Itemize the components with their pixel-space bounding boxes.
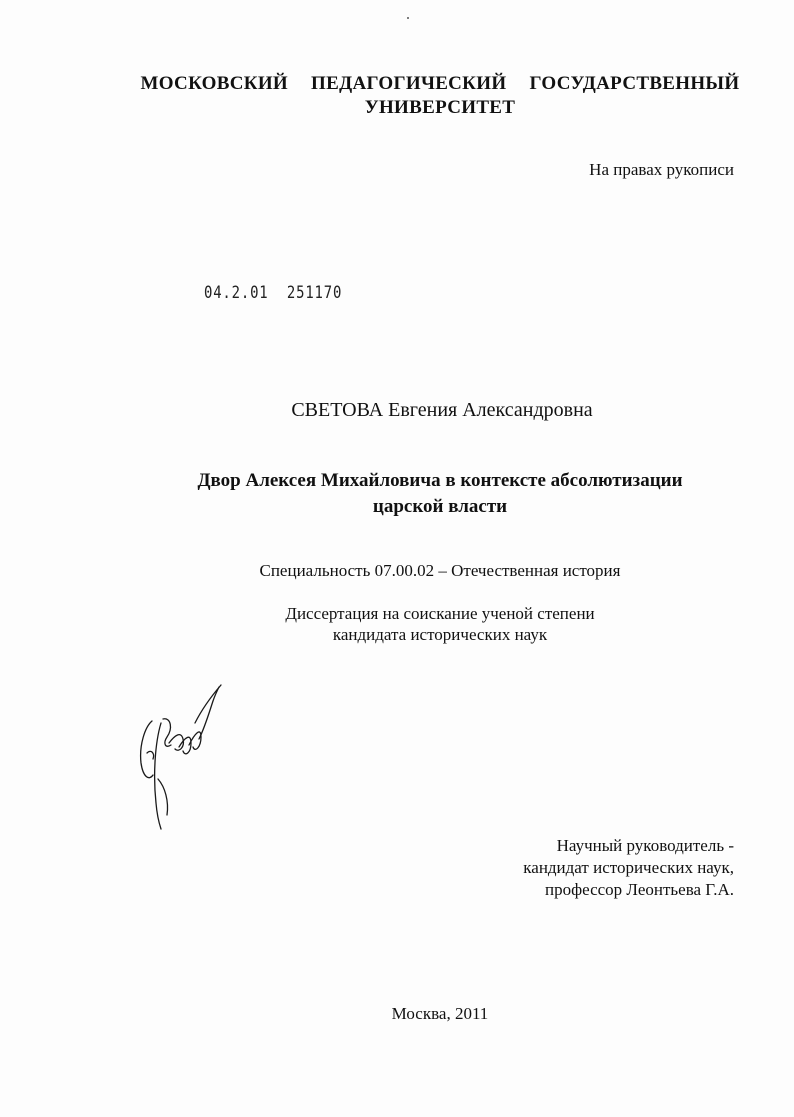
university-name-line-1: МОСКОВСКИЙ ПЕДАГОГИЧЕСКИЙ ГОСУДАРСТВЕННЫЙ bbox=[140, 73, 740, 94]
advisor-line-2: кандидат исторических наук, bbox=[523, 858, 734, 877]
degree-statement bbox=[120, 603, 760, 645]
advisor-line-3: профессор Леонтьева Г.А. bbox=[545, 880, 734, 899]
specialty-line: Специальность 07.00.02 – Отечественная история bbox=[259, 561, 621, 580]
degree-statement-line-1: Диссертация на соискание ученой степени bbox=[285, 604, 595, 623]
dissertation-title bbox=[120, 468, 760, 520]
scan-speck bbox=[407, 17, 409, 19]
city-year: Москва, 2011 bbox=[391, 1004, 489, 1023]
degree-statement-line-2: кандидата исторических наук bbox=[332, 625, 548, 644]
scientific-advisor bbox=[523, 835, 734, 901]
dissertation-title-line-1: Двор Алексея Михайловича в контексте абсолютизации bbox=[197, 470, 683, 491]
rights-note: На правах рукописи bbox=[589, 160, 734, 179]
university-name-line-2: УНИВЕРСИТЕТ bbox=[364, 97, 516, 118]
author-name: СВЕТОВА Евгения Александровна bbox=[291, 399, 593, 421]
dissertation-title-line-2: царской власти bbox=[372, 496, 508, 517]
university-name bbox=[120, 72, 760, 120]
library-stamp: 04.2.01 251170 bbox=[204, 283, 343, 303]
advisor-line-1: Научный руководитель - bbox=[556, 836, 734, 855]
handwritten-signature bbox=[125, 683, 230, 833]
